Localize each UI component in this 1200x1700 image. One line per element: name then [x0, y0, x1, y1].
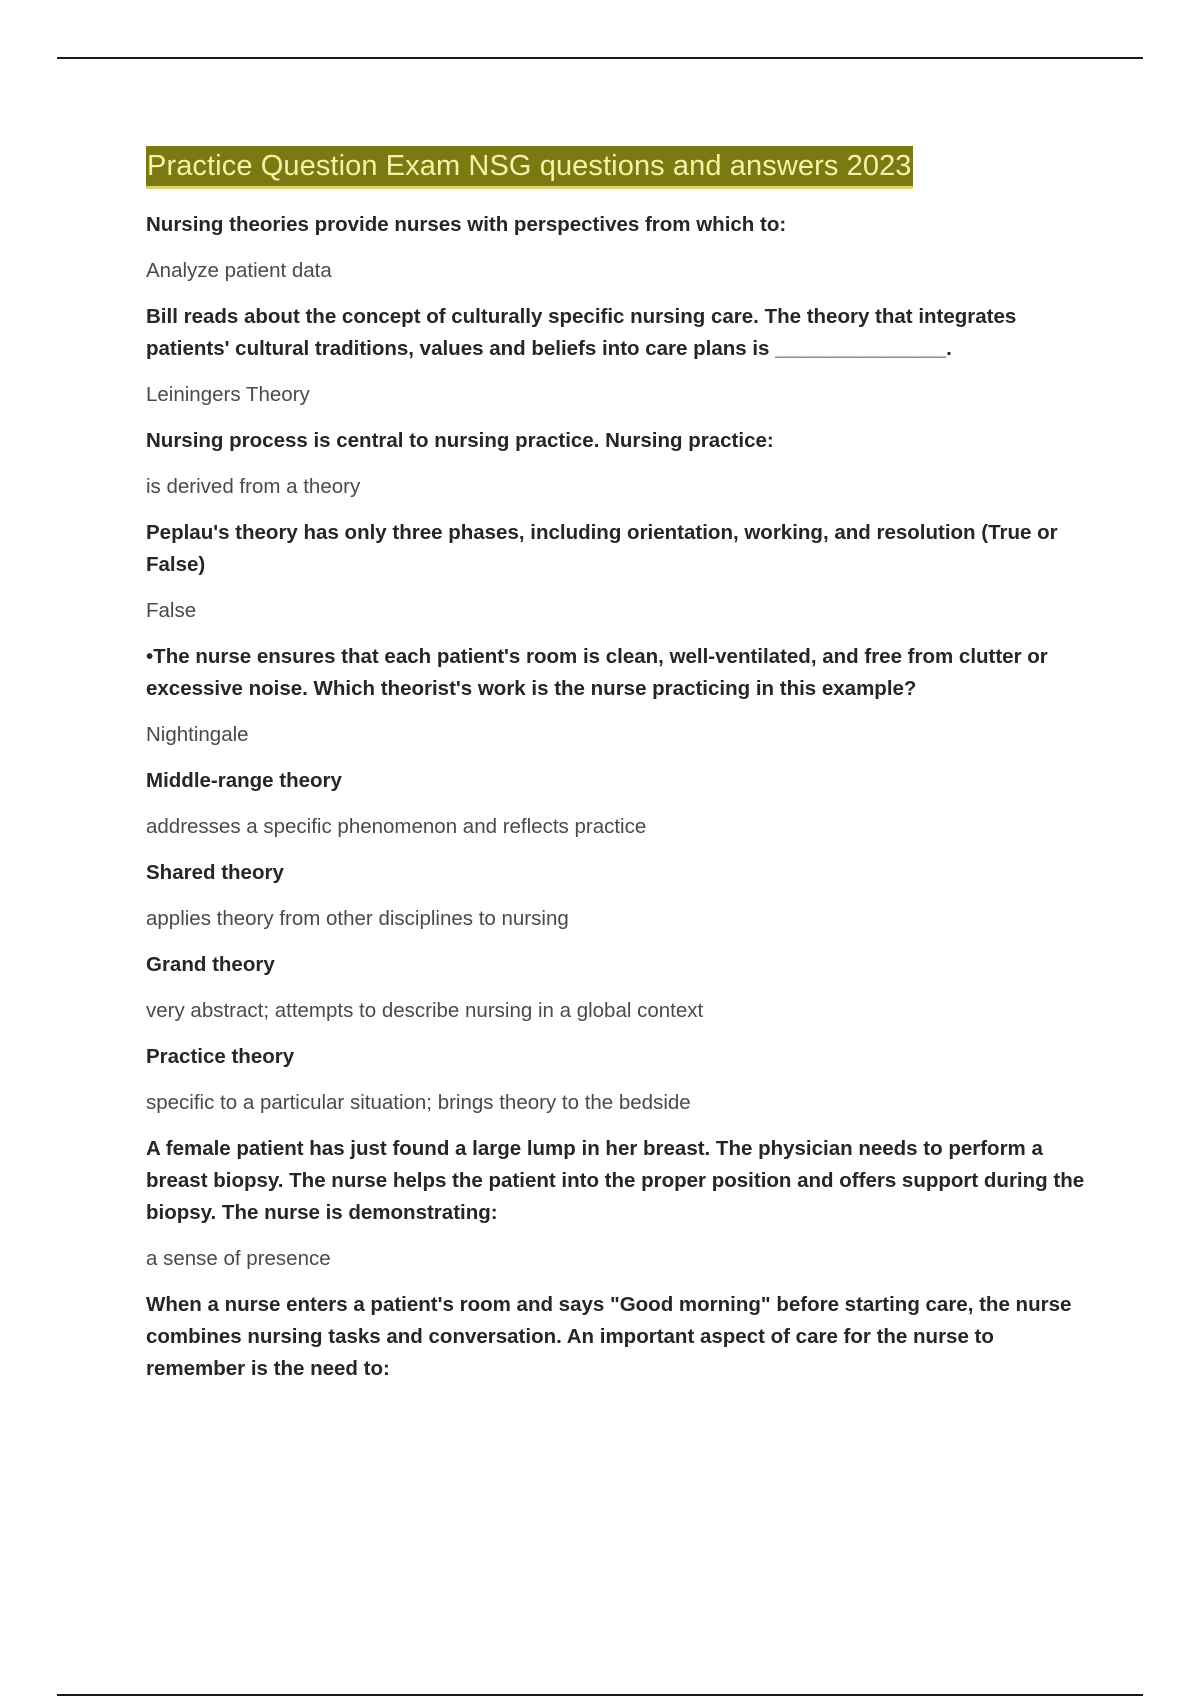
question-text: Peplau's theory has only three phases, including orientation, working, and resolution (True or False) — [146, 521, 1058, 576]
bottom-rule — [57, 1694, 1143, 1696]
term-heading: Practice theory — [146, 1045, 295, 1068]
term-heading: Shared theory — [146, 861, 284, 884]
title-block — [146, 146, 1096, 189]
document-title: Practice Question Exam NSG questions and answers 2023 — [146, 146, 913, 189]
answer-text: Leiningers Theory — [146, 383, 310, 406]
question-text: A female patient has just found a large lump in her breast. The physician needs to perform a breast biopsy. The nurse helps the patient into the proper position and offers support during the biopsy. The nurse is demonstrating: — [146, 1137, 1085, 1224]
question-text: Bill reads about the concept of culturally specific nursing care. The theory that integrates patients' cultural traditions, values and beliefs into care plans is _______________. — [146, 305, 1017, 360]
term-heading: Grand theory — [146, 953, 275, 976]
term-heading: Middle-range theory — [146, 769, 342, 792]
answer-text: Nightingale — [146, 723, 249, 746]
term-definition: very abstract; attempts to describe nursing in a global context — [146, 999, 704, 1022]
answer-text: False — [146, 599, 197, 622]
question-text: When a nurse enters a patient's room and says "Good morning" before starting care, the nurse combines nursing tasks and conversation. An important aspect of care for the nurse to remember is the need to: — [146, 1293, 1072, 1380]
answer-text: is derived from a theory — [146, 475, 361, 498]
question-text: Nursing process is central to nursing practice. Nursing practice: — [146, 429, 774, 452]
answer-text: a sense of presence — [146, 1247, 331, 1270]
term-definition: specific to a particular situation; brings theory to the bedside — [146, 1091, 691, 1114]
top-rule — [57, 57, 1143, 59]
question-text: •The nurse ensures that each patient's room is clean, well-ventilated, and free from clutter or excessive noise. Which theorist's work is the nurse practicing in this example? — [146, 645, 1048, 700]
answer-text: Analyze patient data — [146, 259, 332, 282]
term-definition: addresses a specific phenomenon and reflects practice — [146, 815, 647, 838]
document-body — [146, 146, 1096, 1399]
term-definition: applies theory from other disciplines to nursing — [146, 907, 569, 930]
question-text: Nursing theories provide nurses with perspectives from which to: — [146, 213, 787, 236]
